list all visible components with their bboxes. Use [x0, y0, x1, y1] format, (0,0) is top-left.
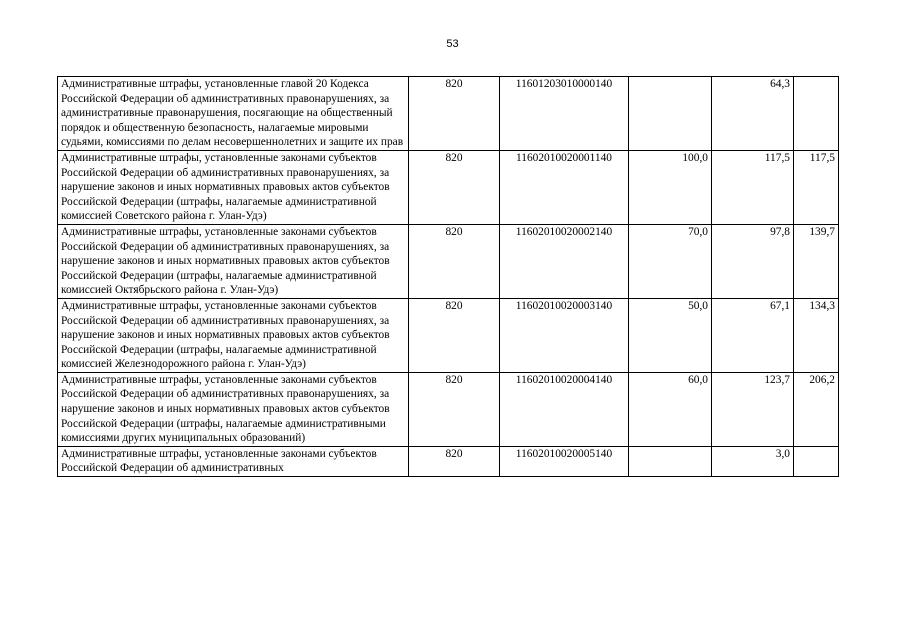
percent-cell: 134,3: [794, 298, 839, 372]
percent-cell: [794, 77, 839, 151]
amount-plan-cell: 50,0: [629, 298, 712, 372]
amount-actual-cell: 123,7: [712, 372, 794, 446]
percent-cell: 139,7: [794, 224, 839, 298]
table-row: [58, 372, 839, 446]
admin-code-cell: 820: [409, 298, 500, 372]
table-row: [58, 150, 839, 224]
percent-cell: 117,5: [794, 150, 839, 224]
table-row: [58, 224, 839, 298]
amount-plan-cell: 60,0: [629, 372, 712, 446]
amount-plan-cell: [629, 77, 712, 151]
budget-table: [57, 76, 839, 477]
admin-code-cell: 820: [409, 372, 500, 446]
percent-cell: [794, 446, 839, 476]
amount-actual-cell: 117,5: [712, 150, 794, 224]
income-name-cell: Административные штрафы, установленные законами субъектов Российской Федерации об административных: [58, 446, 409, 476]
admin-code-cell: 820: [409, 77, 500, 151]
income-name-cell: Административные штрафы, установленные главой 20 Кодекса Российской Федерации об административных правонарушениях, за административные правонарушения, посягающие на общественный порядок и общественную безопасность, налагаемые мировыми судьями, комиссиями по делам несовершеннолетних и защите их прав: [58, 77, 409, 151]
budget-code-cell: 11602010020003140: [500, 298, 629, 372]
income-name-cell: Административные штрафы, установленные законами субъектов Российской Федерации об административных правонарушениях, за нарушение законов и иных нормативных правовых актов субъектов Российской Федерации (штрафы, налагаемые административной комиссией Октябрьского района г. Улан-Удэ): [58, 224, 409, 298]
budget-code-cell: 11602010020004140: [500, 372, 629, 446]
amount-plan-cell: [629, 446, 712, 476]
budget-code-cell: 11602010020005140: [500, 446, 629, 476]
table-row: [58, 298, 839, 372]
amount-actual-cell: 97,8: [712, 224, 794, 298]
page-number: 53: [446, 38, 459, 50]
admin-code-cell: 820: [409, 224, 500, 298]
amount-plan-cell: 70,0: [629, 224, 712, 298]
income-name-cell: Административные штрафы, установленные законами субъектов Российской Федерации об административных правонарушениях, за нарушение законов и иных нормативных правовых актов субъектов Российской Федерации (штрафы, налагаемые административными комиссиями других муниципальных образований): [58, 372, 409, 446]
amount-actual-cell: 67,1: [712, 298, 794, 372]
amount-plan-cell: 100,0: [629, 150, 712, 224]
admin-code-cell: 820: [409, 446, 500, 476]
income-name-cell: Административные штрафы, установленные законами субъектов Российской Федерации об административных правонарушениях, за нарушение законов и иных нормативных правовых актов субъектов Российской Федерации (штрафы, налагаемые административной комиссией Советского района г. Улан-Удэ): [58, 150, 409, 224]
admin-code-cell: 820: [409, 150, 500, 224]
budget-code-cell: 11602010020002140: [500, 224, 629, 298]
amount-actual-cell: 64,3: [712, 77, 794, 151]
income-name-cell: Административные штрафы, установленные законами субъектов Российской Федерации об административных правонарушениях, за нарушение законов и иных нормативных правовых актов субъектов Российской Федерации (штрафы, налагаемые административной комиссией Железнодорожного района г. Улан-Удэ): [58, 298, 409, 372]
table-row: [58, 446, 839, 476]
amount-actual-cell: 3,0: [712, 446, 794, 476]
budget-code-cell: 11602010020001140: [500, 150, 629, 224]
percent-cell: 206,2: [794, 372, 839, 446]
budget-code-cell: 11601203010000140: [500, 77, 629, 151]
table-row: [58, 77, 839, 151]
